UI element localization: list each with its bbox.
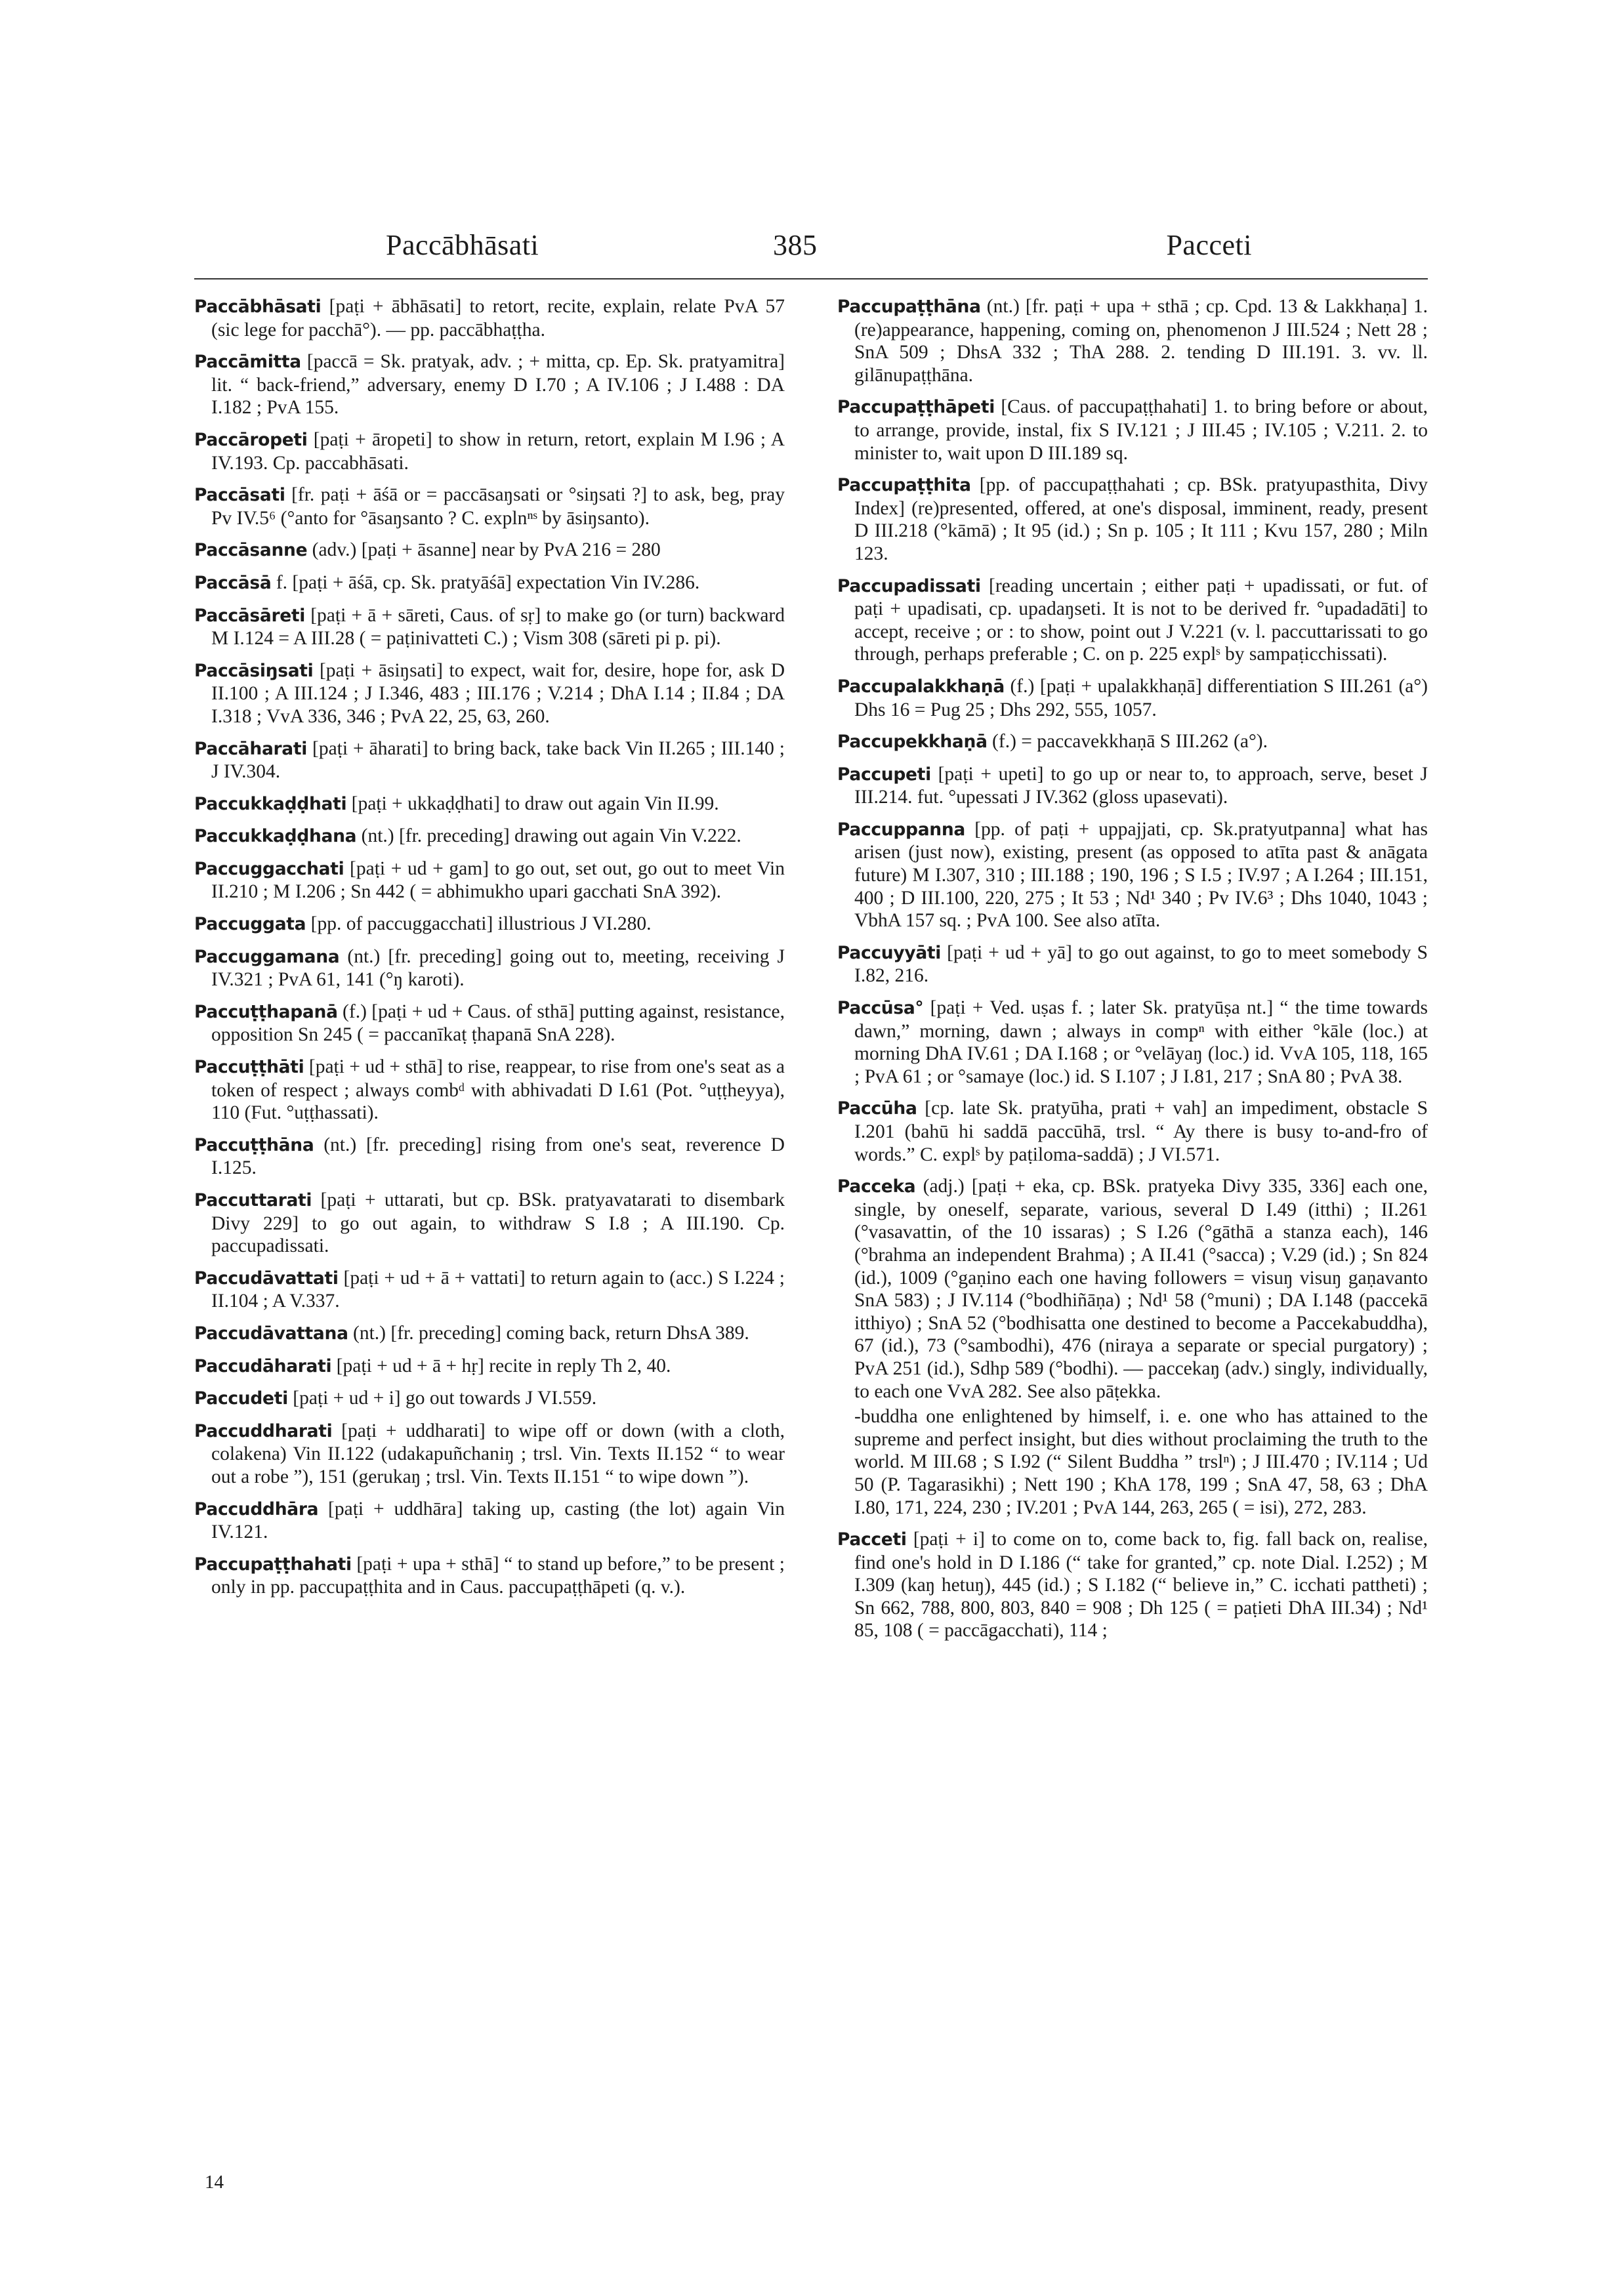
definition: (f.) [paṭi + ud + Caus. of sthā] putting against, resistance, opposition Sn 245 ( = paccanīkaṭ ṭhapanā SnA 228). [211,1001,785,1046]
entry-paccusa [837,997,1428,1088]
headword: Paccudeti [194,1388,288,1409]
definition: (nt.) [fr. preceding] going out to, meeting, receiving J IV.321 ; PvA 61, 141 (°ŋ karoti). [211,945,785,991]
definition: [reading uncertain ; either paṭi + upadissati, or fut. of paṭi + upadisati, cp. upadaŋseti. It is not to be derived fr. °upadadāti] to accept, receive ; or : to show, point out J V.221 (v. l. paccuttarissati to go through, perhaps preferable ; C. on p. 225 explˢ by sampaṭicchissati). [854,575,1428,665]
headword: Paccāharati [194,738,308,759]
entry-paccudaharati [194,1355,785,1378]
entry-paccudavattana [194,1322,785,1346]
headword: Paccāsiŋsati [194,660,314,681]
entry-paccupatthahati [194,1553,785,1599]
definition: (adv.) [paṭi + āsanne] near by PvA 216 = 280 [307,539,661,561]
definition: [paṭi + upa + sthā] “ to stand up before,” to be present ; only in pp. paccupaṭṭhita and in Caus. paccupaṭṭhāpeti (q. v.). [211,1553,785,1598]
definition: [paṭi + ukkaḍḍhati] to draw out again Vin II.99. [346,793,719,814]
definition: [paccā = Sk. pratyak, adv. ; + mitta, cp. Ep. Sk. pratyamitra] lit. “ back-friend,” adversary, enemy D I.70 ; A IV.106 ; J I.488 : DA I.182 ; PvA 155. [211,351,785,419]
running-head [194,228,1428,268]
entry-paccabhasati [194,295,785,341]
entry-paccukkaddhana [194,825,785,848]
headword: Paccuṭṭhāti [194,1057,304,1078]
headword: Paccupaṭṭhahati [194,1554,352,1575]
definition: f. [paṭi + āśā, cp. Sk. pratyāśā] expectation Vin IV.286. [271,571,700,593]
definition: [paṭi + ud + ā + vattati] to return again to (acc.) S I.224 ; II.104 ; A V.337. [211,1267,785,1312]
headword: Paccūsa° [837,998,924,1019]
entry-paccutthana [194,1134,785,1180]
definition: [paṭi + ud + sthā] to rise, reappear, to rise from one's seat as a token of respect ; always combᵈ with abhivadati D I.61 (Pot. °uṭṭheyya), 110 (Fut. °uṭṭhassati). [211,1056,785,1124]
definition: [Caus. of paccupaṭṭhahati] 1. to bring before or about, to arrange, provide, instal, fix S IV.121 ; J III.45 ; IV.105 ; V.211. 2. to minister to, wait upon D III.189 sq. [854,396,1428,464]
headword: Paccuttarati [194,1190,312,1210]
definition: [paṭi + āharati] to bring back, take back Vin II.265 ; III.140 ; J IV.304. [211,737,785,783]
entry-paccuttarati [194,1189,785,1258]
headword: Paccupaṭṭhita [837,475,971,496]
entry-paccupatthita [837,474,1428,565]
headword: Paccuddharati [194,1420,333,1441]
entry-paccuggamana [194,945,785,991]
definition: [paṭi + uttarati, but cp. BSk. pratyavatarati to disembark Divy 229] to go out again, to withdraw S I.8 ; A III.190. Cp. paccupadissati. [211,1189,785,1257]
definition: [pp. of paccuggacchati] illustrious J VI.280. [306,913,652,935]
headword: Paccudāvattati [194,1268,339,1289]
headword: Paccāsati [194,485,285,506]
definition: (nt.) [fr. preceding] coming back, return DhsA 389. [348,1322,749,1344]
entry-paccupekkhana [837,730,1428,754]
definition: [paṭi + āsiŋsati] to expect, wait for, desire, hope for, ask D II.100 ; A III.124 ; J I.346, 483 ; III.176 ; V.214 ; DhA I.14 ; II.84 ; DA I.318 ; VvA 336, 346 ; PvA 22, 25, 63, 260. [211,659,785,727]
headword: Paccāsā [194,572,272,593]
definition: [paṭi + ud + i] go out towards J VI.559. [287,1388,597,1409]
definition: [paṭi + uddharati] to wipe off or down (with a cloth, colakena) Vin II.122 (udakapuñchaniŋ ; trsl. Vin. Texts II.152 “ to wear out a robe ”), 151 (gerukaŋ ; trsl. Vin. Texts II.151 “ to wipe down ”). [211,1420,785,1487]
definition: [pp. of paccupaṭṭhahati ; cp. BSk. pratyupasthita, Divy Index] (re)presented, offered, at one's disposal, imminent, ready, present D III.218 (°kāmā) ; It 95 (id.) ; Sn p. 105 ; It 111 ; Kvu 157, 280 ; Miln 123. [854,474,1428,564]
running-head-right: Pacceti [1166,229,1252,261]
headword: Paccupeti [837,764,931,785]
entry-paccuddhara [194,1498,785,1544]
definition: [cp. late Sk. pratyūha, prati + vah] an impediment, obstacle S I.201 (bahū hi saddā paccūhā, trsl. “ Ay there is busy to-and-fro of words.” C. explˢ by paṭiloma-saddā) ; J VI.571. [854,1098,1428,1165]
definition: [paṭi + Ved. uṣas f. ; later Sk. pratyūṣa nt.] “ the time towards dawn,” morning, dawn ; always in compⁿ with either °kāle (loc.) at morning DhA IV.61 ; DA I.168 ; or °velāyaŋ (loc.) id. VvA 105, 118, 165 ; PvA 61 ; or °samaye (loc.) id. S I.107 ; J I.81, 217 ; SnA 80 ; PvA 38. [854,997,1428,1087]
running-head-left: Paccābhāsati [386,229,539,261]
headword: Paccuppanna [837,819,966,840]
entry-paccasimsati [194,659,785,728]
headword: Paccukkaḍḍhati [194,793,347,814]
entry-paccupadissati [837,575,1428,666]
headword: Paccupaṭṭhāpeti [837,397,995,418]
headword: Paccupaṭṭhāna [837,297,981,317]
headword: Paccuṭṭhāna [194,1134,314,1155]
entry-paccudeti [194,1387,785,1411]
definition: [paṭi + ud + ā + hṛ] recite in reply Th 2, 40. [331,1355,671,1376]
entry-paccaharati [194,737,785,783]
definition: (f.) = paccavekkhaṇā S III.262 (a°). [987,731,1268,753]
headword: Pacceti [837,1529,907,1550]
page-number: 385 [773,229,818,261]
headword: Paccuggacchati [194,858,344,879]
headword: Paccāropeti [194,429,308,450]
entry-paccasareti [194,604,785,650]
headword: Paccūha [837,1098,917,1119]
headword: Paccāsāreti [194,605,306,626]
definition: [paṭi + ud + yā] to go out against, to go to meet somebody S I.82, 216. [854,941,1428,987]
headword: Paccuṭṭhapanā [194,1001,338,1022]
header-rule [194,278,1428,279]
headword: Paccukkaḍḍhana [194,826,357,847]
definition: (nt.) [fr. preceding] rising from one's seat, reverence D I.125. [211,1134,785,1179]
entry-paccuddharati [194,1420,785,1489]
definition: [fr. paṭi + āśā or = paccāsaŋsati or °siŋsati ?] to ask, beg, pray Pv IV.5⁶ (°anto for °āsaŋsanto ? C. explnⁿˢ by āsiŋsanto). [211,484,785,529]
entry-paccuggacchati [194,858,785,903]
definition: [paṭi + upeti] to go up or near to, to approach, serve, beset J III.214. fut. °upessati J IV.362 (gloss upasevati). [854,763,1428,808]
signature-mark: 14 [205,2172,224,2193]
subentry-pacceka-buddha: -buddha one enlightened by himself, i. e. one who has attained to the supreme and perfect insight, but dies without proclaiming the truth to the world. M III.68 ; S I.92 (“ Silent Buddha ” trslⁿ) ; J III.470 ; IV.114 ; Ud 50 (P. Tagarasikhi) ; Nett 190 ; KhA 178, 199 ; SnA 47, 58, 63 ; DhA I.80, 171, 224, 230 ; IV.201 ; PvA 144, 263, 265 ( = isi), 272, 283. [854,1406,1428,1518]
headword: Paccudāvattana [194,1323,348,1344]
entry-paccamitta [194,350,785,419]
definition: (f.) [paṭi + upalakkhaṇā] differentiation S III.261 (a°) Dhs 16 = Pug 25 ; Dhs 292, 555, 1057. [854,675,1428,720]
entry-paccaropeti [194,428,785,474]
headword: Paccupekkhaṇā [837,732,988,753]
definition: [paṭi + ā + sāreti, Caus. of sṛ] to make go (or turn) backward M I.124 = A III.28 ( = paṭinivatteti C.) ; Vism 308 (sāreti pi p. pi). [211,604,785,650]
headword: Paccāsanne [194,540,308,561]
entry-paccuha [837,1097,1428,1166]
entry-paccuyyati [837,941,1428,987]
entry-paccasanne [194,539,785,562]
headword: Paccuyyāti [837,942,942,963]
headword: Paccudāharati [194,1355,332,1376]
entry-pacceti [837,1528,1428,1642]
entry-paccupeti [837,763,1428,809]
entry-paccuggata [194,913,785,936]
entry-paccuppanna [837,818,1428,932]
entry-paccupatthana [837,295,1428,386]
headword: Paccupadissati [837,575,981,596]
headword: Paccuddhāra [194,1499,319,1520]
entry-paccutthati [194,1056,785,1125]
entry-paccupatthapeti [837,396,1428,465]
headword: Pacceka [837,1176,916,1197]
definition: (nt.) [fr. paṭi + upa + sthā ; cp. Cpd. 13 & Lakkhaṇa] 1. (re)appearance, happening, coming on, phenomenon J III.524 ; Nett 28 ; SnA 509 ; DhsA 332 ; ThA 288. 2. tending D III.191. 3. vv. ll. gilānupaṭṭhāna. [854,296,1428,386]
entry-paccasati [194,484,785,529]
entry-paccukkaddhati [194,793,785,816]
headword: Paccuggamana [194,946,340,967]
definition: (nt.) [fr. preceding] drawing out again Vin V.222. [356,825,741,847]
headword: Paccāmitta [194,352,301,373]
entry-paccutthapana [194,1001,785,1046]
definition: [paṭi + ābhāsati] to retort, recite, explain, relate PvA 57 (sic lege for pacchā°). — pp. paccābhaṭṭha. [211,296,785,341]
headword: Paccuggata [194,914,306,935]
definition: [paṭi + ud + gam] to go out, set out, go out to meet Vin II.210 ; M I.206 ; Sn 442 ( = abhimukho upari gacchati SnA 392). [211,858,785,903]
headword: Paccupalakkhaṇā [837,676,1005,697]
left-column [194,295,785,1608]
right-column [837,295,1428,1651]
entry-pacceka [837,1175,1428,1403]
definition: [paṭi + uddhāra] taking up, casting (the lot) again Vin IV.121. [211,1498,785,1543]
definition: [paṭi + i] to come on to, come back to, fig. fall back on, realise, find one's hold in D I.186 (“ take for granted,” cp. note Dial. I.252) ; M I.309 (kaŋ hetuŋ), 445 (id.) ; S I.182 (“ believe in,” C. icchati pattheti) ; Sn 662, 788, 800, 803, 840 = 908 ; Dh 125 ( = paṭieti DhA III.34) ; Nd¹ 85, 108 ( = paccāgacchati), 114 ; [854,1529,1428,1642]
entry-paccasa [194,571,785,595]
entry-paccudavattati [194,1267,785,1313]
headword: Paccābhāsati [194,297,322,317]
definition: (adj.) [paṭi + eka, cp. BSk. pratyeka Divy 335, 336] each one, single, by oneself, separate, various, several D I.49 (itthi) ; II.261 (°vasavattin, of the 10 issaras) ; S I.26 (°gāthā a stanza each), 146 (°brahma an independent Brahma) ; A II.41 (°sacca) ; V.29 (id.) ; Sn 824 (id.), 1009 (°gaṇino each one having followers = visuŋ visuŋ gaṇavanto SnA 583) ; J IV.114 (°bodhiñāṇa) ; Nd¹ 58 (°muni) ; DA I.148 (paccekā itthiyo) ; SnA 52 (°bodhisatta one destined to become a Paccekabuddha), 67 (id.), 73 (°sambodhi), 476 (niraya a separate or special purgatory) ; PvA 251 (id.), Sdhp 589 (°bodhi). — paccekaŋ (adv.) singly, individually, to each one VvA 282. See also pāṭekka. [854,1176,1428,1402]
entry-paccupalakkhana [837,675,1428,721]
definition: [paṭi + āropeti] to show in return, retort, explain M I.96 ; A IV.193. Cp. paccabhāsati. [211,428,785,474]
definition: [pp. of paṭi + uppajjati, cp. Sk.pratyutpanna] what has arisen (just now), existing, present (as opposed to atīta past & anāgata future) M I.307, 310 ; III.188 ; 190, 196 ; S I.5 ; IV.97 ; A I.264 ; III.151, 400 ; D III.100, 220, 275 ; It 53 ; Nd¹ 340 ; Pv IV.6³ ; Dhs 1040, 1043 ; VbhA 157 sq. ; PvA 100. See also atīta. [854,818,1428,932]
